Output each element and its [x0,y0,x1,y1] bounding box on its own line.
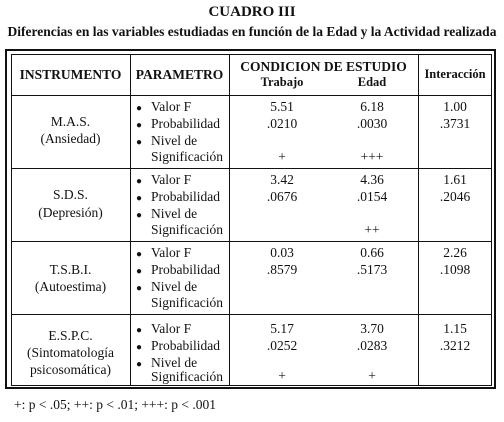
bullet-icon: ● [136,359,143,370]
param-probabilidad: Probabilidad [151,262,220,277]
trabajo-sig: + [278,149,286,164]
bullet-icon: ● [136,249,143,260]
trabajo-p: .0252 [266,338,298,353]
interaccion-p: .2046 [439,189,471,204]
trabajo-f: 0.03 [270,245,294,260]
bullet-icon: ● [136,266,143,277]
row-divider [11,168,492,169]
param-probabilidad: Probabilidad [151,116,220,131]
interaccion-f: 2.26 [443,245,467,260]
edad-f: 6.18 [360,99,384,114]
instrument-desc: (Autoestima) [34,279,107,294]
param-probabilidad: Probabilidad [151,338,220,353]
bullet-icon: ● [136,103,143,114]
bullet-icon: ● [136,137,143,148]
bullet-icon: ● [136,325,143,336]
instrument-desc-cont: psicosomática) [30,362,111,377]
header-trabajo: Trabajo [260,75,304,89]
instrument-name: E.S.P.C. [48,328,93,343]
row-divider [11,314,492,315]
edad-p: .0030 [356,116,388,131]
header-instrumento: INSTRUMENTO [19,67,122,82]
column-divider [229,54,230,386]
param-valor-f: Valor F [151,245,192,260]
table-title: CUADRO III [208,4,296,20]
param-nivel: Nivel de [151,279,198,294]
trabajo-p: .0210 [266,116,298,131]
trabajo-f: 5.17 [270,321,294,336]
trabajo-f: 5.51 [270,99,294,114]
interaccion-f: 1.15 [443,321,467,336]
interaccion-f: 1.00 [443,99,467,114]
trabajo-p: .0676 [266,189,298,204]
param-significacion: Significación [151,369,223,384]
interaccion-f: 1.61 [443,172,467,187]
table-subtitle: Diferencias en las variables estudiadas en función de la Edad y la Actividad realizada [7,24,497,39]
instrument-desc: (Depresión) [38,205,103,220]
param-nivel: Nivel de [151,133,198,148]
edad-f: 0.66 [360,245,384,260]
bullet-icon: ● [136,176,143,187]
param-nivel: Nivel de [151,206,198,221]
edad-sig: + [368,368,376,383]
instrument-name: M.A.S. [50,114,91,129]
bullet-icon: ● [136,283,143,294]
trabajo-p: .8579 [266,262,298,277]
instrument-name: T.S.B.I. [49,262,92,277]
header-interaccion: Interacción [424,67,486,81]
edad-p: .0154 [356,189,388,204]
header-divider [11,95,492,96]
edad-sig: +++ [360,149,384,164]
trabajo-sig: + [278,368,286,383]
bullet-icon: ● [136,193,143,204]
bullet-icon: ● [136,120,143,131]
row-divider [11,241,492,242]
interaccion-p: .3212 [439,338,471,353]
param-nivel: Nivel de [151,355,198,370]
significance-legend: +: p < .05; ++: p < .01; +++: p < .001 [14,397,217,412]
column-divider [130,54,131,386]
param-significacion: Significación [151,149,223,164]
header-parametro: PARAMETRO [135,67,224,82]
param-valor-f: Valor F [151,99,192,114]
bullet-icon: ● [136,342,143,353]
edad-p: .5173 [356,262,388,277]
param-probabilidad: Probabilidad [151,189,220,204]
param-valor-f: Valor F [151,321,192,336]
instrument-desc: (Ansiedad) [40,131,101,146]
interaccion-p: .1098 [439,262,471,277]
trabajo-f: 3.42 [270,172,294,187]
edad-sig: ++ [364,222,380,237]
instrument-desc: (Sintomatología [27,345,114,360]
header-edad: Edad [357,75,387,89]
instrument-name: S.D.S. [53,187,88,202]
edad-p: .0283 [356,338,388,353]
param-significacion: Significación [151,222,223,237]
edad-f: 4.36 [360,172,384,187]
header-condicion: CONDICION DE ESTUDIO [240,59,407,74]
bullet-icon: ● [136,210,143,221]
param-valor-f: Valor F [151,172,192,187]
interaccion-p: .3731 [439,116,471,131]
edad-f: 3.70 [360,321,384,336]
param-significacion: Significación [151,295,223,310]
